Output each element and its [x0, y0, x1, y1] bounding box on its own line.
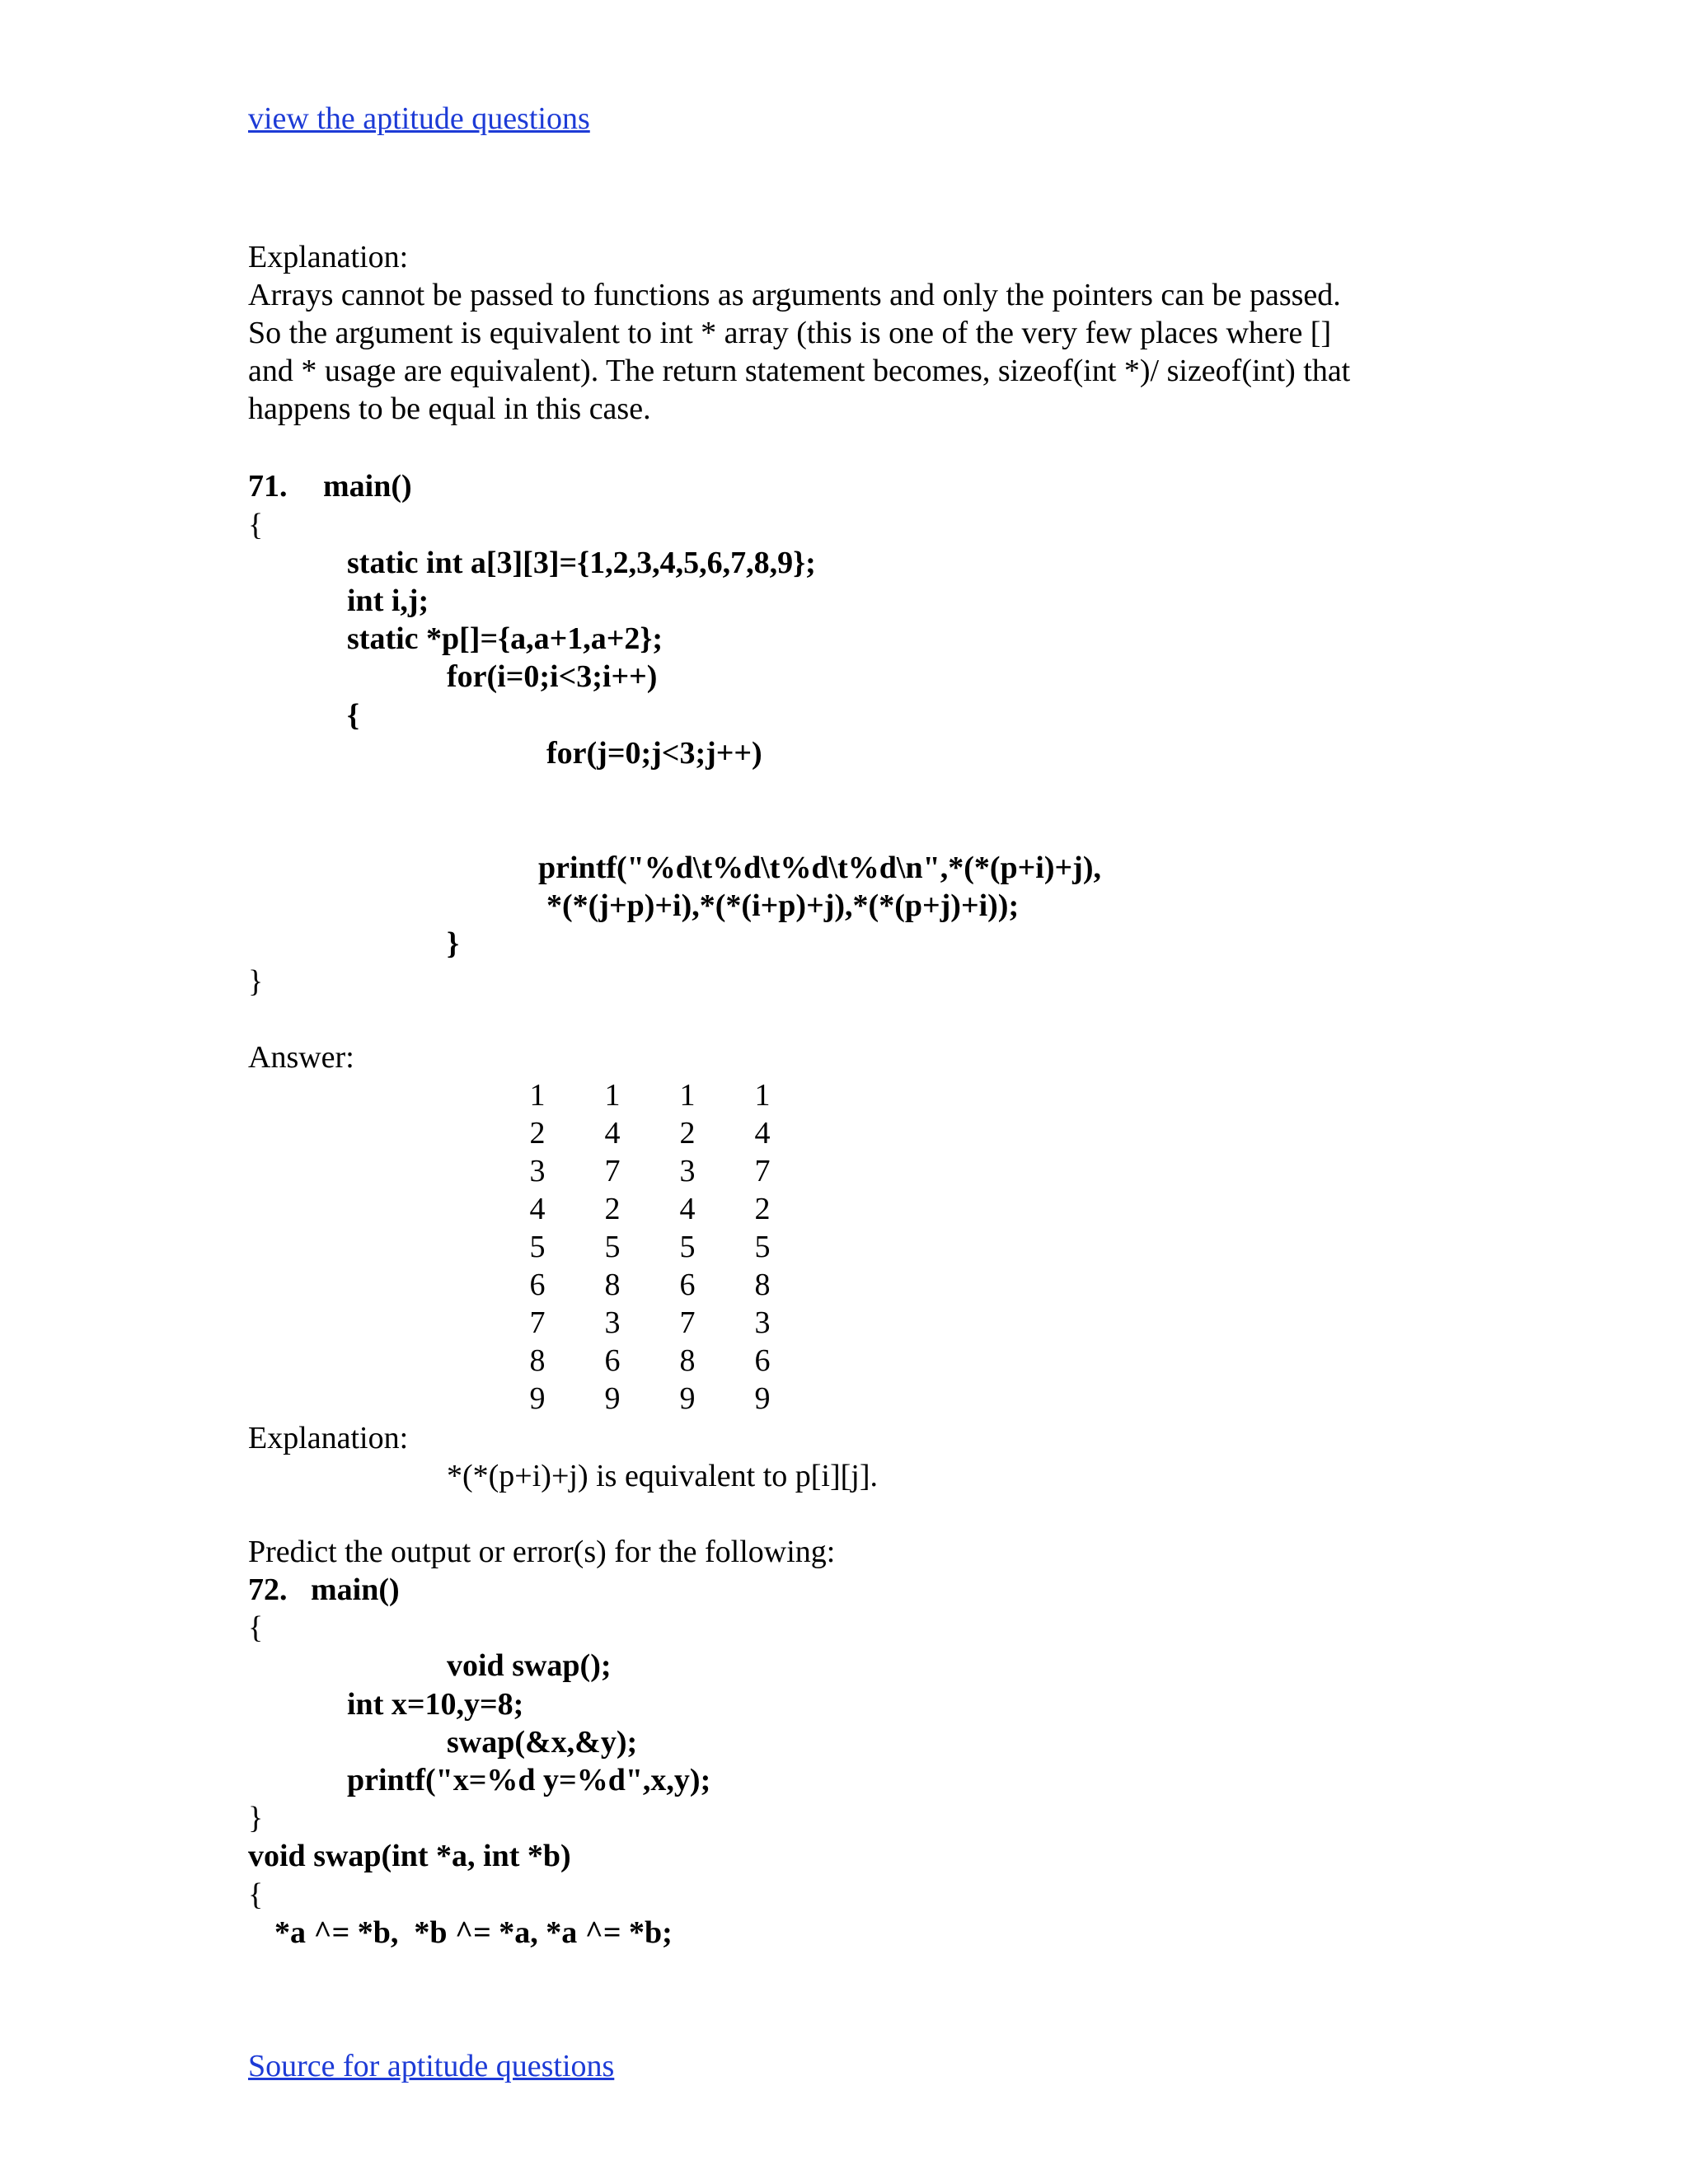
answer-cell: 1	[679, 1078, 696, 1113]
answer-cell: 1	[529, 1078, 546, 1113]
code-line: static int a[3][3]={1,2,3,4,5,6,7,8,9};	[347, 546, 816, 580]
answer-cell: 8	[679, 1343, 696, 1378]
answer-cell: 5	[529, 1230, 546, 1264]
code-line: swap(&x,&y);	[447, 1725, 638, 1760]
code-line: printf("x=%d y=%d",x,y);	[347, 1763, 711, 1797]
code-line: *a ^= *b, *b ^= *a, *a ^= *b;	[274, 1915, 673, 1950]
answer-cell: 3	[679, 1154, 696, 1188]
function-header: void swap(int *a, int *b)	[248, 1839, 571, 1873]
open-brace: {	[248, 508, 264, 542]
answer-cell: 2	[754, 1192, 771, 1226]
answer-cell: 1	[604, 1078, 621, 1113]
explanation-line: and * usage are equivalent). The return statement becomes, sizeof(int *)/ sizeof(int) that	[248, 354, 1351, 388]
answer-cell: 9	[754, 1381, 771, 1416]
answer-cell: 1	[754, 1078, 771, 1113]
answer-cell: 5	[604, 1230, 621, 1264]
answer-cell: 2	[529, 1116, 546, 1151]
code-line: *(*(j+p)+i),*(*(i+p)+j),*(*(p+j)+i));	[546, 888, 1020, 923]
question-intro: Predict the output or error(s) for the following:	[248, 1535, 836, 1569]
close-brace: }	[248, 964, 264, 999]
answer-cell: 7	[754, 1154, 771, 1188]
question-header: 72. main()	[248, 1572, 400, 1607]
answer-cell: 7	[529, 1305, 546, 1340]
answer-cell: 9	[604, 1381, 621, 1416]
code-line: int i,j;	[347, 583, 429, 618]
answer-cell: 8	[529, 1343, 546, 1378]
answer-cell: 4	[679, 1192, 696, 1226]
explanation-heading: Explanation:	[248, 1421, 409, 1455]
answer-cell: 8	[604, 1268, 621, 1302]
question-header: main()	[323, 469, 412, 504]
close-brace: }	[248, 1801, 264, 1835]
code-line: }	[447, 926, 459, 961]
answer-cell: 6	[754, 1343, 771, 1378]
code-line: void swap();	[447, 1648, 612, 1683]
explanation-text: *(*(p+i)+j) is equivalent to p[i][j].	[447, 1459, 879, 1493]
code-line: {	[347, 698, 359, 733]
answer-cell: 8	[754, 1268, 771, 1302]
code-line: for(j=0;j<3;j++)	[546, 736, 762, 771]
explanation-line: Arrays cannot be passed to functions as arguments and only the pointers can be passed.	[248, 278, 1341, 312]
answer-label: Answer:	[248, 1040, 354, 1075]
answer-cell: 3	[754, 1305, 771, 1340]
answer-cell: 4	[529, 1192, 546, 1226]
explanation-line: happens to be equal in this case.	[248, 391, 651, 426]
explanation-heading: Explanation:	[248, 240, 409, 274]
answer-cell: 6	[604, 1343, 621, 1378]
answer-cell: 9	[679, 1381, 696, 1416]
answer-cell: 6	[679, 1268, 696, 1302]
answer-cell: 9	[529, 1381, 546, 1416]
answer-cell: 6	[529, 1268, 546, 1302]
view-aptitude-questions-link[interactable]: view the aptitude questions	[248, 101, 590, 136]
open-brace: {	[248, 1877, 264, 1912]
answer-cell: 4	[604, 1116, 621, 1151]
answer-cell: 7	[604, 1154, 621, 1188]
source-aptitude-questions-link[interactable]: Source for aptitude questions	[248, 2049, 615, 2083]
code-line: printf("%d\t%d\t%d\t%d\n",*(*(p+i)+j),	[538, 851, 1101, 885]
answer-cell: 3	[529, 1154, 546, 1188]
answer-cell: 4	[754, 1116, 771, 1151]
answer-cell: 2	[679, 1116, 696, 1151]
code-line: static *p[]={a,a+1,a+2};	[347, 621, 663, 656]
answer-cell: 7	[679, 1305, 696, 1340]
code-line: int x=10,y=8;	[347, 1687, 524, 1722]
answer-cell: 5	[679, 1230, 696, 1264]
code-line: for(i=0;i<3;i++)	[447, 659, 658, 694]
answer-cell: 2	[604, 1192, 621, 1226]
explanation-line: So the argument is equivalent to int * array (this is one of the very few places where []	[248, 316, 1332, 350]
answer-cell: 5	[754, 1230, 771, 1264]
question-number: 71.	[248, 469, 288, 504]
open-brace: {	[248, 1610, 264, 1645]
answer-cell: 3	[604, 1305, 621, 1340]
